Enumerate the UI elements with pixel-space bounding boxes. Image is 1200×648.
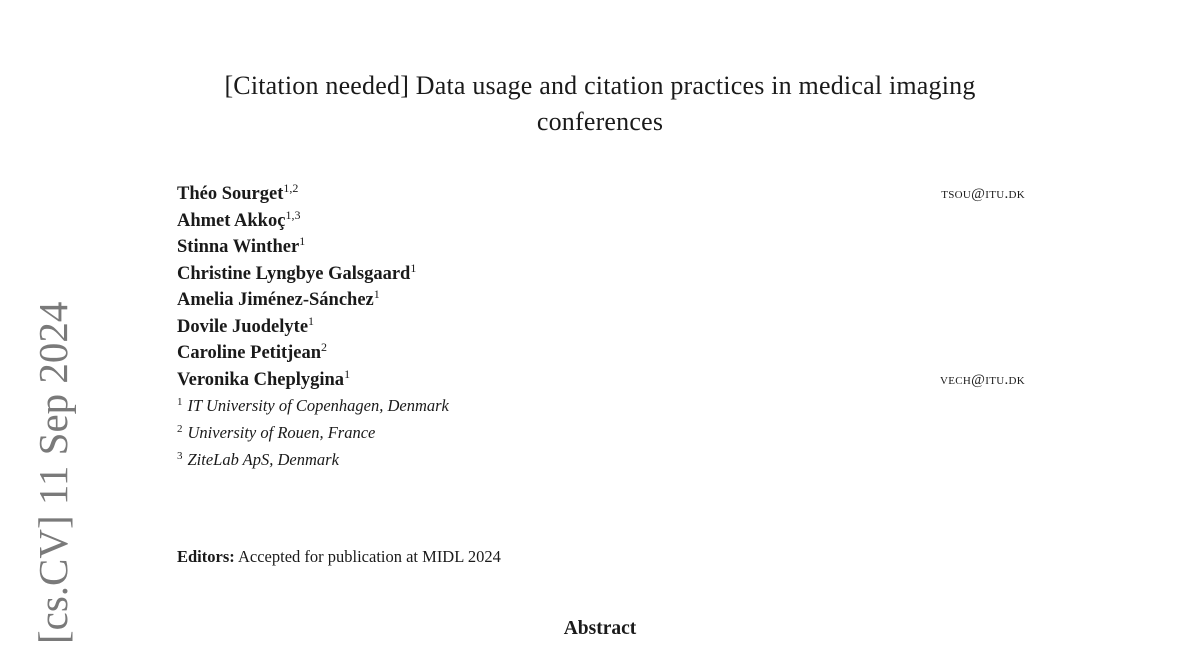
author-row	[177, 208, 1025, 235]
author-name: Amelia Jiménez-Sánchez	[177, 290, 374, 310]
author-affiliation-marker: 1	[410, 260, 417, 275]
affiliation-text: ZiteLab ApS, Denmark	[187, 450, 339, 469]
author-affiliation-marker: 1,2	[283, 181, 299, 195]
affiliation-item	[177, 420, 1025, 447]
author-name: Ahmet Akkoç	[177, 210, 286, 231]
author-name: Stinna Winther	[177, 237, 300, 257]
author-name: Caroline Petitjean	[177, 343, 322, 363]
author-row	[177, 287, 1025, 314]
affiliation-number: 2	[177, 423, 183, 435]
author-block	[177, 181, 1025, 474]
author-affiliation-marker: 1	[299, 234, 306, 248]
affiliation-number: 3	[177, 450, 183, 462]
abstract-heading: Abstract	[563, 618, 637, 639]
author-affiliation-marker: 1	[308, 313, 315, 328]
author-row	[177, 234, 1025, 261]
author-email[interactable]: vech@itu.dk	[939, 371, 1025, 388]
author-email[interactable]: tsou@itu.dk	[941, 186, 1025, 202]
editors-text: Accepted for publication at MIDL 2024	[237, 547, 501, 566]
affiliation-item	[177, 447, 1025, 474]
author-affiliation-marker: 1	[344, 366, 351, 381]
author-row	[177, 314, 1025, 341]
author-row	[177, 181, 1025, 208]
arxiv-identifier-stamp: [cs.CV] 11 Sep 2024	[30, 301, 76, 644]
author-affiliation-marker: 2	[321, 340, 328, 354]
affiliation-item	[177, 393, 1025, 420]
affiliation-number: 1	[177, 396, 183, 408]
author-row	[177, 340, 1025, 367]
author-affiliation-marker: 1,3	[285, 207, 301, 222]
author-name: Christine Lyngbye Galsgaard	[177, 263, 411, 284]
author-row	[177, 261, 1025, 288]
author-affiliation-marker: 1	[373, 287, 380, 301]
editors-note	[177, 545, 501, 569]
affiliation-text: University of Rouen, France	[187, 423, 376, 442]
author-name: Veronika Cheplygina	[177, 369, 345, 390]
author-row	[177, 367, 1025, 394]
paper-title: [Citation needed] Data usage and citation practices in medical imaging conferences	[224, 71, 976, 136]
affiliation-text: IT University of Copenhagen, Denmark	[187, 396, 449, 415]
author-name: Dovile Juodelyte	[177, 316, 309, 337]
editors-label: Editors:	[177, 547, 235, 566]
author-name: Théo Sourget	[177, 184, 284, 204]
